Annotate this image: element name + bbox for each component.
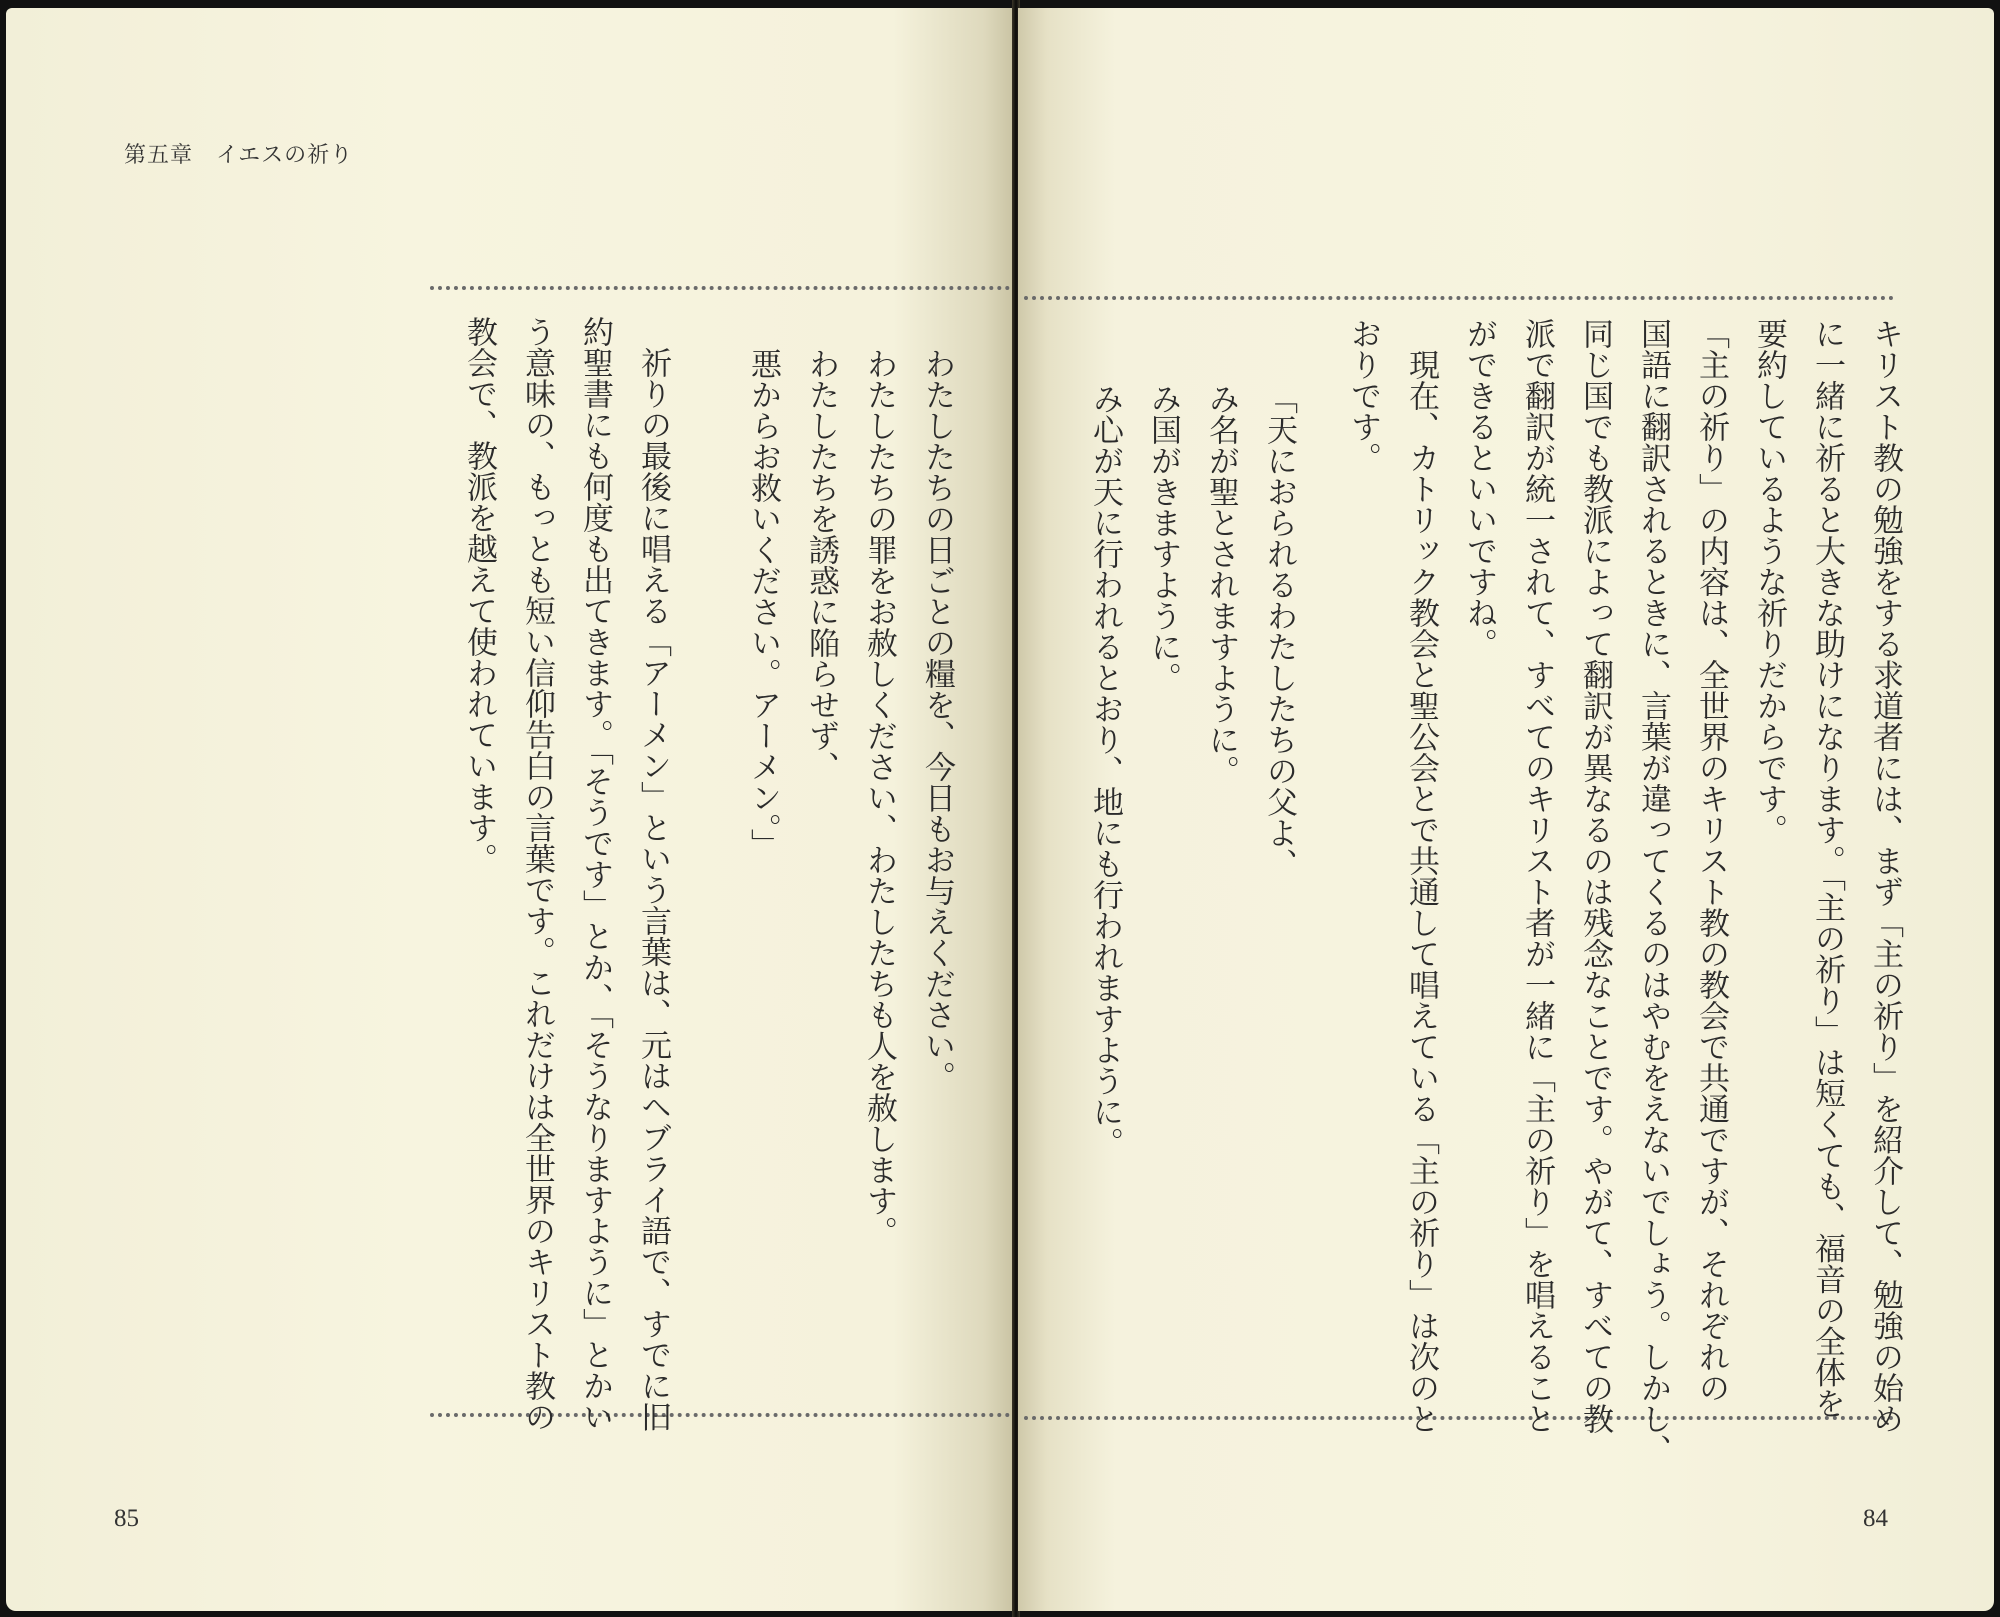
body-line: う意味の、もっとも短い信仰告白の言葉です。これだけは全世界のキリスト教の [519,316,555,1432]
page-number: 84 [1863,1505,1888,1532]
body-line: 同じ国でも教派によって翻訳が異なるのは残念なことです。やがて、すべての教 [1577,318,1613,1434]
body-line: 現在、カトリック教会と聖公会とで共通して唱えている「主の祈り」は次のと [1403,349,1439,1434]
body-line: 国語に翻訳されるときに、言葉が違ってくるのはやむをえないでしょう。しかし、 [1635,318,1671,1465]
body-line: 「主の祈り」の内容は、全世界のキリスト教の教会で共通ですが、それぞれの [1693,318,1729,1403]
bottom-dotted-rule [430,1413,1010,1417]
prayer-line: わたしたちの罪をお赦しください、わたしたちも人を赦します。 [861,348,897,1247]
prayer-block [734,348,966,1408]
page-number: 85 [114,1505,139,1532]
body-line: おりです。 [1345,318,1381,473]
prayer-line: わたしたちの日ごとの糧を、今日もお与えください。 [919,348,955,1092]
body-line: 派で翻訳が統一されて、すべてのキリスト者が一緒に「主の祈り」を唱えること [1519,318,1555,1434]
body-line: 要約しているような祈りだからです。 [1751,318,1787,845]
prayer-line: わたしたちを誘惑に陥らせず、 [803,348,839,782]
running-head: 第五章 イエスの祈り [124,143,354,168]
body-line: 祈りの最後に唱える「アーメン」という言葉は、元はヘブライ語で、すでに旧 [635,347,671,1432]
body-line: 教会で、教派を越えて使われています。 [461,316,497,874]
prayer-block [1076,383,1308,1393]
right-page [1018,8,1994,1611]
prayer-line: み心が天に行われるとおり、地にも行われますように。 [1087,383,1123,1158]
body-line: キリスト教の勉強をする求道者には、まず「主の祈り」を紹介して、勉強の始め [1867,318,1903,1434]
body-line: に一緒に祈ると大きな助けになります。「主の祈り」は短くても、福音の全体を [1809,318,1845,1419]
top-dotted-rule [430,286,1010,290]
body-text [1334,318,1914,1465]
body-line: 約聖書にも何度も出てきます。「そうです」とか、「そうなりますように」とかい [577,316,613,1432]
prayer-line: み名が聖とされますように。 [1203,383,1239,786]
left-page [6,8,1014,1611]
top-dotted-rule [1024,296,1894,300]
bottom-dotted-rule [1024,1416,1894,1420]
prayer-line: 悪からお救いください。アーメン。」 [745,348,781,860]
prayer-line: 「天におられるわたしたちの父よ、 [1261,383,1297,879]
body-line: ができるといいですね。 [1461,318,1497,659]
prayer-line: み国がきますように。 [1145,383,1181,693]
body-text [450,316,682,1432]
